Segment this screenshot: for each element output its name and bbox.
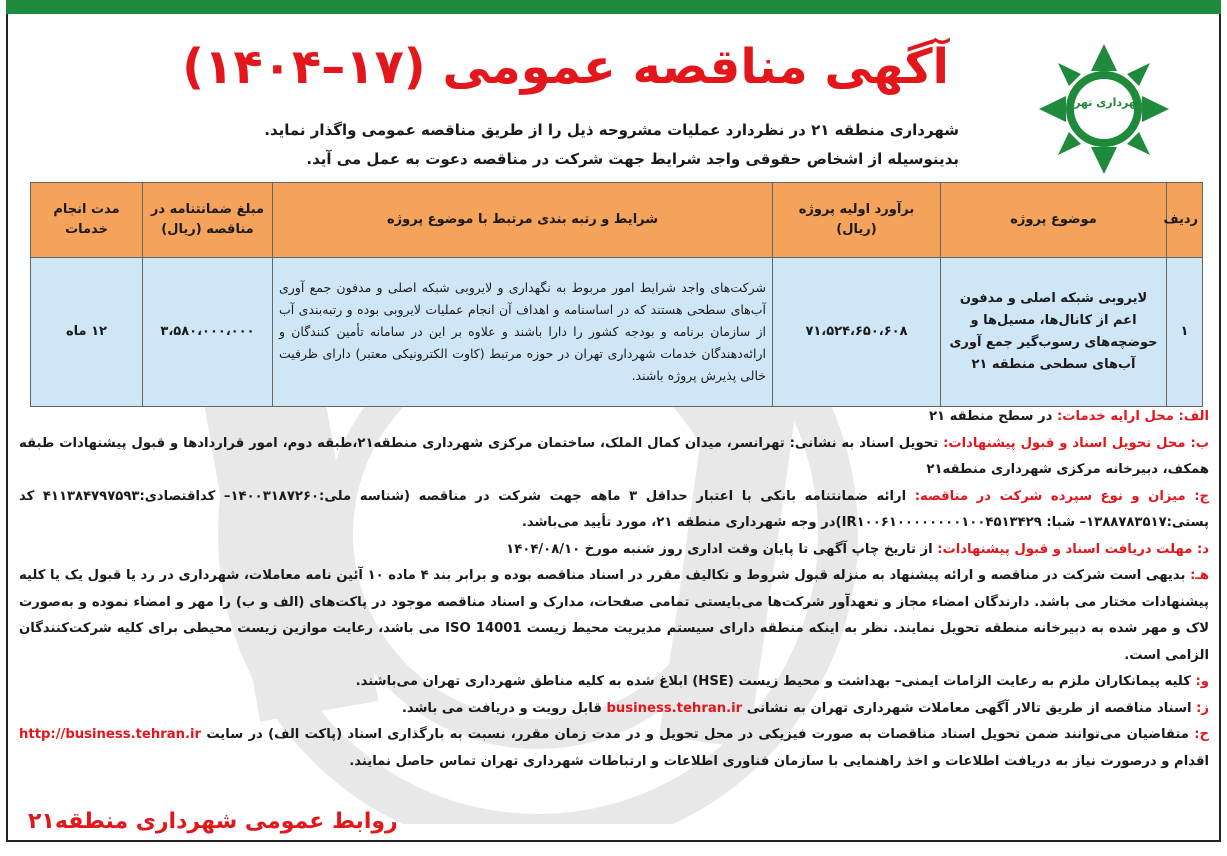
- logo-label: شهرداری تهران: [1061, 96, 1147, 109]
- clause-h-label: ح:: [1194, 727, 1210, 742]
- cell-row-num: ۱: [1167, 258, 1203, 407]
- cell-subject: لایروبی شبکه اصلی و مدفون اعم از کانال‌ها، مسیل‌ها و حوضچه‌های رسوب‌گیر جمع آوری آب‌های سطحی منطقه ۲۱: [941, 258, 1167, 407]
- public-relations-signature: روابط عمومی شهرداری منطقه۲۱: [28, 809, 398, 834]
- intro-line-1: شهرداری منطقه ۲۱ در نظردارد عملیات مشروحه ذیل را از طریق مناقصه عمومی واگذار نماید.: [264, 121, 959, 139]
- header-estimate: برآورد اولیه پروژه (ریال): [773, 183, 941, 258]
- clause-e-label: هـ:: [1190, 568, 1209, 583]
- clause-e-iso: ISO 14001: [445, 621, 522, 636]
- tehran-municipality-logo: [1029, 34, 1179, 184]
- clause-c: [19, 484, 1209, 537]
- clause-a-text: در سطح منطقه ۲۱: [928, 409, 1053, 424]
- header-duration: مدت انجام خدمات: [31, 183, 143, 258]
- clause-c-text: ارائه ضمانتنامه بانکی با اعتبار حداقل ۳ ماهه جهت شرکت در مناقصه (شناسه ملی:۱۴۰۰۳۱۸۷۲۶۰– کداقتصادی:۴۱۱۳۸۴۷۹۷۵۹۳ کد پستی:۱۳۸۸۷۸۳۵۱۷– شبا: IR۱۰۰۶۱۰۰۰۰۰۰۰۰۱۰۰۴۵۱۳۴۲۹)در وجه شهرداری منطقه ۲۱، مورد تأیید می‌باشد.: [19, 488, 1209, 530]
- clause-g-text-2: قابل رویت و دریافت می باشد.: [401, 700, 602, 716]
- notice-frame: [6, 14, 1221, 842]
- clause-e-text-2: می باشد، رعایت موازین زیست محیطی برای کلیه شرکت‌کنندگان الزامی است.: [19, 621, 1209, 663]
- clause-d: [19, 537, 1209, 564]
- tender-table: [30, 182, 1203, 407]
- clause-f: [19, 669, 1209, 696]
- clause-g-label: ز:: [1196, 700, 1209, 716]
- header-guarantee: مبلغ ضمانتنامه در مناقصه (ریال): [143, 183, 273, 258]
- clause-e: [19, 563, 1209, 669]
- table-row: [31, 258, 1203, 407]
- clause-e-text-1: بدیهی است شرکت در مناقصه و ارائه پیشنهاد به منزله قبول شروط و تکالیف مقرر در اسناد مناقصه بوده و برابر بند ۴ ماده ۱۰ آئین نامه معاملات، شهرداری در رد یا قبول یک یا کلیه پیشنهادات مختار می باشد. دارندگان امضاء مجاز و تعهدآور شرکت‌ها می‌بایستی تمامی صفحات، مدارک و اسناد مناقصه موجود در پاکت‌های (الف و ب) را مهر و امضاء نموده و به‌صورت لاک و مهر شده به دبیرخانه منطقه تحویل نمایند. نظر به اینکه منطقه دارای سیستم مدیریت محیط زیست: [19, 568, 1210, 636]
- intro-line-2: بدینوسیله از اشخاص حقوقی واجد شرایط جهت شرکت در مناقصه دعوت به عمل می آید.: [306, 150, 959, 168]
- clause-g-text-1: اسناد مناقصه از طریق تالار آگهی معاملات شهرداری تهران به نشانی: [746, 700, 1192, 716]
- business-tehran-link[interactable]: business.tehran.ir: [606, 700, 743, 716]
- clause-d-label: د: مهلت دریافت اسناد و قبول پیشنهادات:: [937, 541, 1209, 557]
- header-subject: موضوع پروژه: [941, 183, 1167, 258]
- cell-guarantee: ۳،۵۸۰،۰۰۰،۰۰۰: [143, 258, 273, 407]
- page-title: آگهی مناقصه عمومی (۱۷–۱۴۰۴): [182, 39, 949, 95]
- business-tehran-url-link[interactable]: http://business.tehran.ir: [19, 727, 202, 742]
- cell-estimate: ۷۱،۵۲۴،۶۵۰،۶۰۸: [773, 258, 941, 407]
- clause-b: [19, 431, 1209, 484]
- clause-h: [19, 722, 1209, 775]
- clauses-section: [19, 404, 1209, 775]
- clause-f-text: کلیه پیمانکاران ملزم به رعایت الزامات ایمنی– بهداشت و محیط زیست (HSE) ابلاغ شده به کلیه مناطق شهرداری تهران می‌باشند.: [355, 674, 1191, 689]
- table-header-row: [31, 183, 1203, 258]
- clause-h-text-2: اقدام و درصورت نیاز به دریافت اطلاعات و اخذ راهنمایی با سازمان فناوری اطلاعات و ارتباطات شهرداری تهران تماس حاصل نمایند.: [349, 753, 1209, 769]
- clause-f-label: و:: [1195, 674, 1209, 689]
- cell-duration: ۱۲ ماه: [31, 258, 143, 407]
- header-conditions: شرایط و رتبه بندی مرتبط با موضوع پروژه: [273, 183, 773, 258]
- clause-a: [19, 404, 1209, 431]
- clause-b-label: ب: محل تحویل اسناد و قبول پیشنهادات:: [943, 435, 1210, 451]
- cell-conditions: شرکت‌های واجد شرایط امور مربوط به نگهداری و لایروبی شبکه اصلی و مدفون جمع آوری آب‌های سطحی هستند که در اساسنامه و اهداف آن انجام عملیات لایروبی بوده و رتبه‌بندی آب از سازمان برنامه و بودجه کشور را دارا باشند و علاوه بر این در سامانه تأمین کنندگان و ارائه‌دهندگان خدمات شهرداری تهران در حوزه مرتبط (کاوت الکترونیکی معتبر) دارای ظرفیت خالی پذیرش پروژه باشند.: [273, 258, 773, 407]
- clause-c-label: ج: میزان و نوع سپرده شرکت در مناقصه:: [914, 488, 1209, 504]
- clause-h-text-1: متقاضیان می‌توانند ضمن تحویل اسناد مناقصات به صورت فیزیکی در محل تحویل و در مدت زمان مقرر، نسبت به بارگذاری اسناد (پاکت الف) در سایت: [206, 727, 1189, 742]
- header-row-num: ردیف: [1167, 183, 1203, 258]
- clause-d-text: از تاریخ چاپ آگهی تا پایان وقت اداری روز شنبه مورخ ۱۴۰۴/۰۸/۱۰: [506, 541, 933, 557]
- clause-a-label: الف: محل ارایه خدمات:: [1056, 409, 1209, 424]
- clause-b-text: تحویل اسناد به نشانی: تهرانسر، میدان کمال الملک، ساختمان مرکزی شهرداری منطقه۲۱،طبقه دوم، امور قراردادها و قبول پیشنهادات طبقه همکف، دبیرخانه مرکزی شهرداری منطقه۲۱: [19, 435, 1209, 477]
- clause-g: [19, 696, 1209, 723]
- intro-text: [59, 116, 959, 174]
